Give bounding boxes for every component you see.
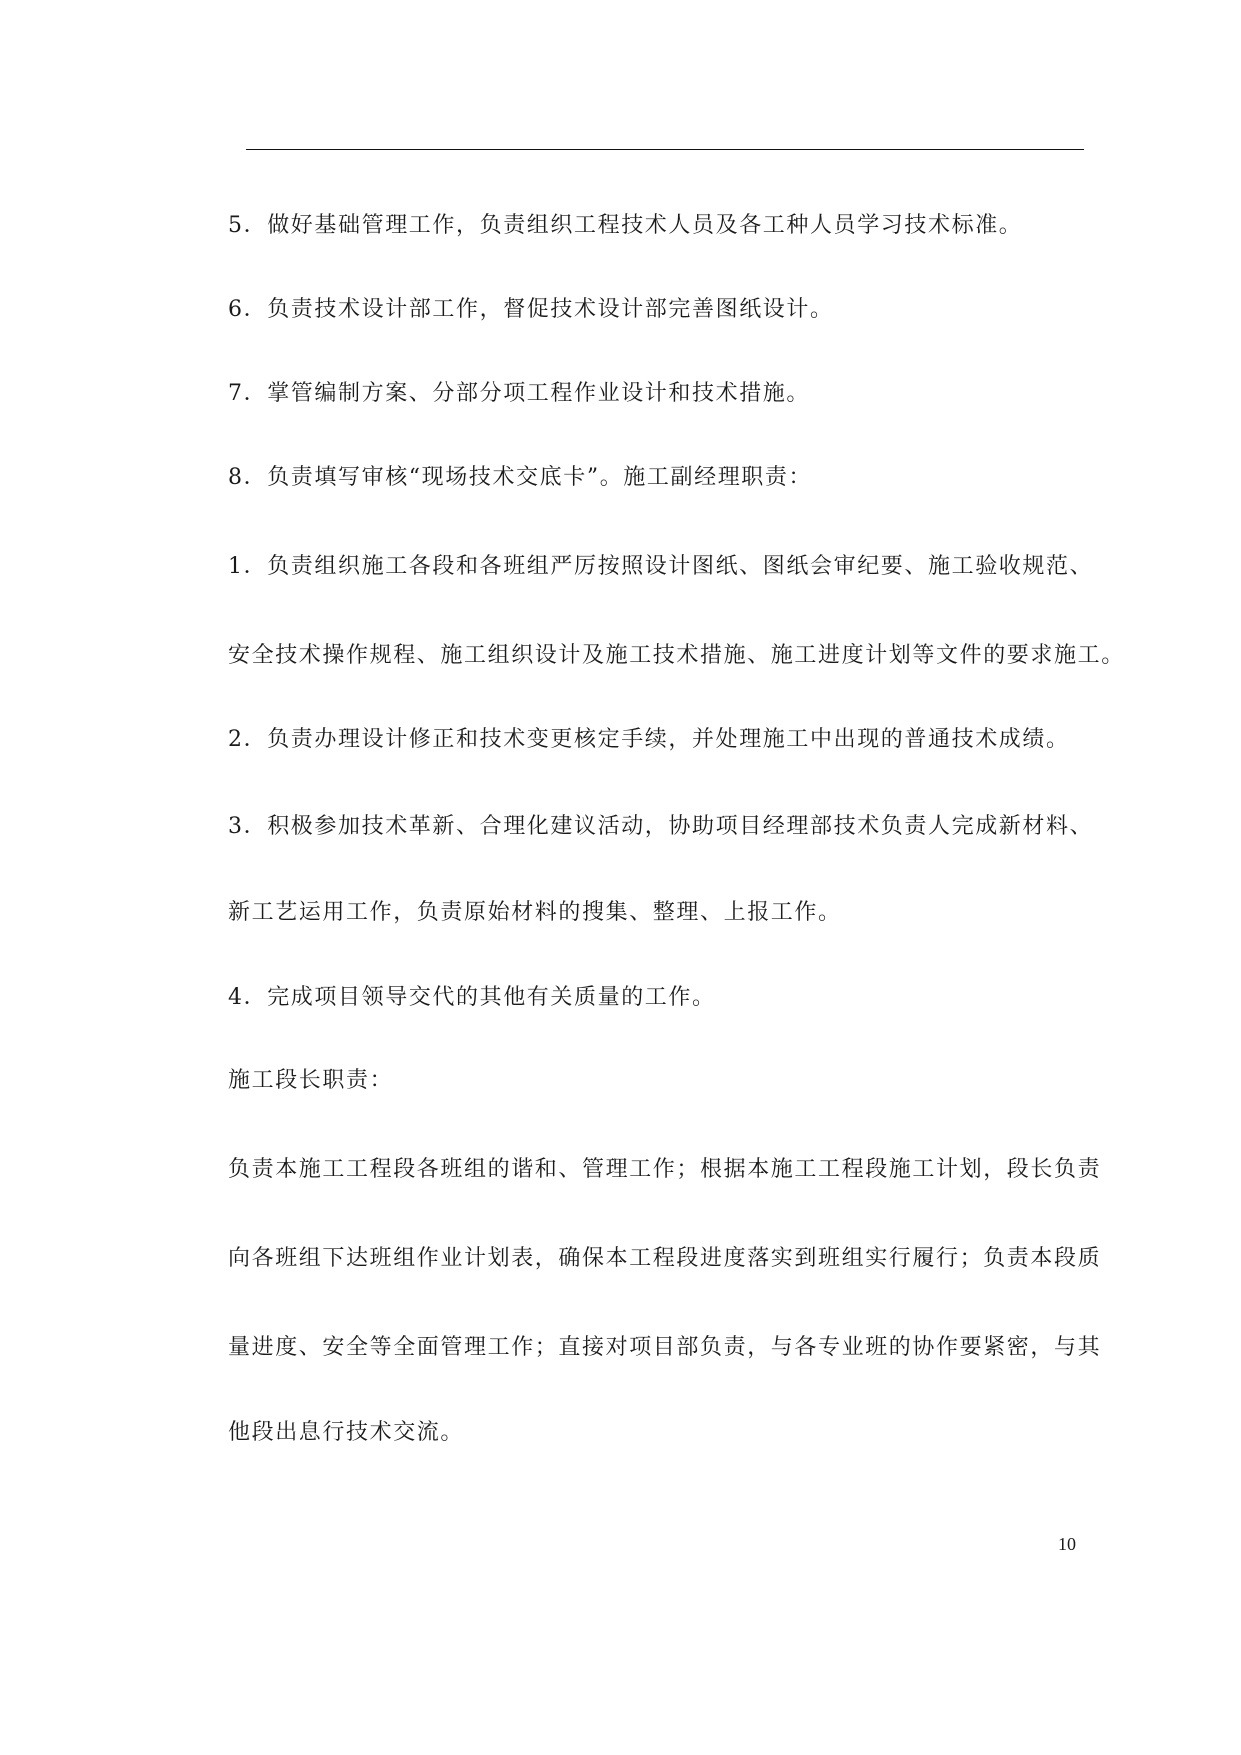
section-heading-segment-leader: 施工段长职责： <box>228 1068 394 1093</box>
text-line-8-technical-card: 8．负责填写审核“现场技术交底卡”。施工副经理职责： <box>228 465 813 490</box>
text-line-2-design-changes: 2．负责办理设计修正和技术变更核定手续，并处理施工中出现的普通技术成绩。 <box>228 727 1070 752</box>
text-line-4-other-work: 4．完成项目领导交代的其他有关质量的工作。 <box>228 985 716 1010</box>
header-rule <box>246 149 1084 150</box>
text-line-6-design-department: 6．负责技术设计部工作，督促技术设计部完善图纸设计。 <box>228 297 834 322</box>
text-line-7-schemes: 7．掌管编制方案、分部分项工程作业设计和技术措施。 <box>228 381 810 406</box>
text-line-5-basic-management: 5．做好基础管理工作，负责组织工程技术人员及各工种人员学习技术标准。 <box>228 213 1023 238</box>
paragraph-segment-leader-line-4: 他段出息行技术交流。 <box>228 1420 465 1445</box>
paragraph-segment-leader-line-2: 向各班组下达班组作业计划表，确保本工程段进度落实到班组实行履行；负责本段质 <box>228 1246 1102 1271</box>
text-line-3-innovation: 3．积极参加技术革新、合理化建议活动，协助项目经理部技术负责人完成新材料、 <box>228 814 1094 839</box>
text-line-1-continued: 安全技术操作规程、施工组织设计及施工技术措施、施工进度计划等文件的要求施工。 <box>228 643 1125 668</box>
paragraph-segment-leader-line-1: 负责本施工工程段各班组的谐和、管理工作；根据本施工工程段施工计划，段长负责 <box>228 1157 1102 1182</box>
text-line-1-construction-organization: 1．负责组织施工各段和各班组严厉按照设计图纸、图纸会审纪要、施工验收规范、 <box>228 554 1094 579</box>
paragraph-segment-leader-line-3: 量进度、安全等全面管理工作；直接对项目部负责，与各专业班的协作要紧密，与其 <box>228 1335 1102 1360</box>
page-number: 10 <box>1058 1534 1076 1554</box>
text-line-3-continued: 新工艺运用工作，负责原始材料的搜集、整理、上报工作。 <box>228 900 842 925</box>
